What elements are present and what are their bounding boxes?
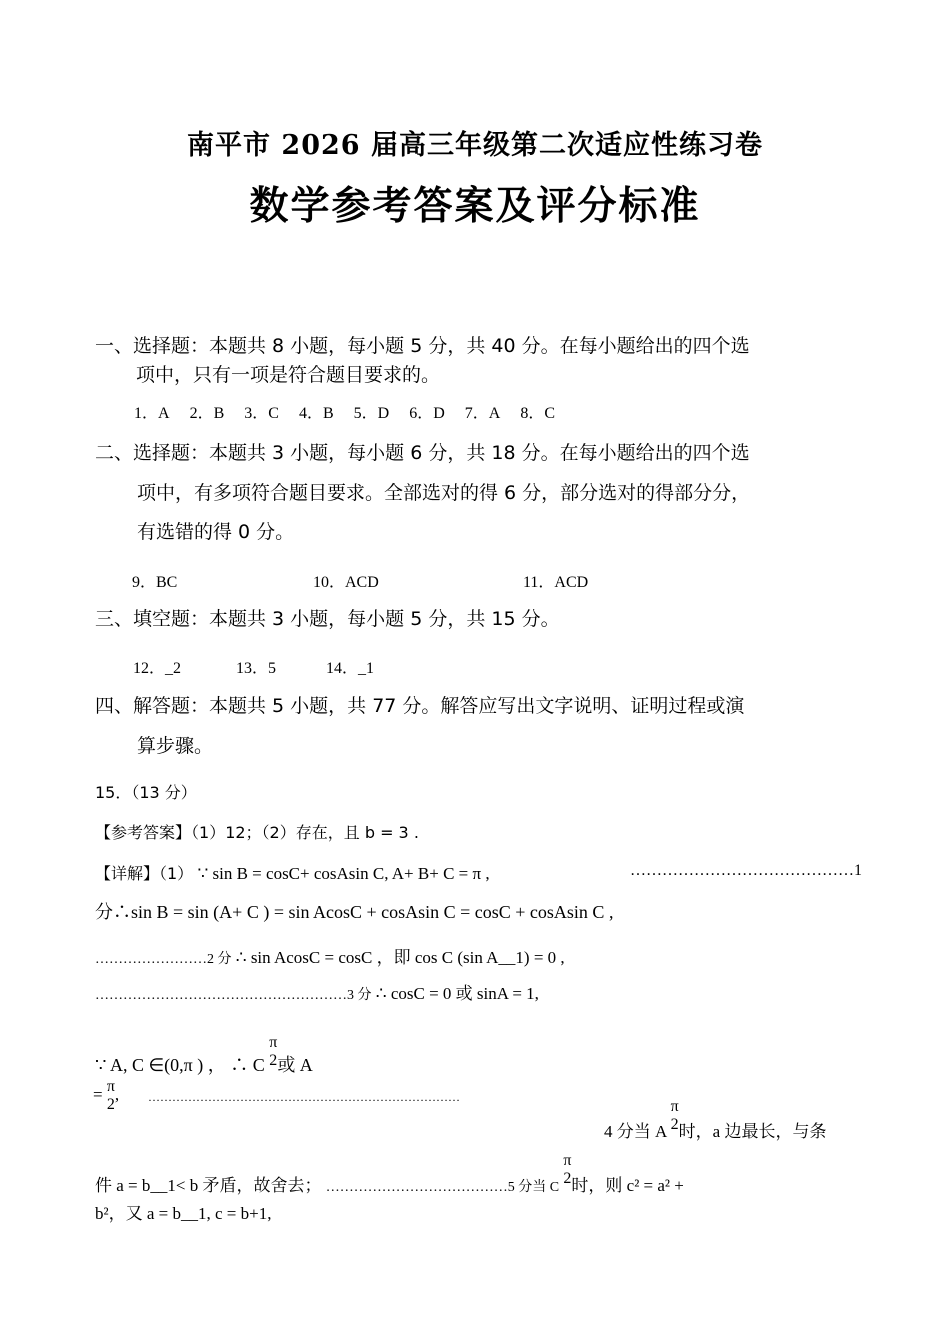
section1-answers: [134, 400, 555, 423]
section1-heading: 一、选择题：本题共 8 小题，每小题 5 分，共 40 分。在每小题给出的四个选: [95, 335, 750, 357]
answer-6: 6．D: [409, 405, 445, 422]
detail-eq5b: 或 A: [277, 1055, 313, 1075]
answer-9: 9．BC: [132, 574, 178, 591]
fraction-pi-over-2: π 2: [563, 1152, 572, 1187]
answer-key-title: 数学参考答案及评分标准: [249, 183, 701, 229]
answer-11: 11．ACD: [523, 574, 589, 591]
answer-1: 1．A: [134, 405, 170, 422]
section1-heading-cont: 项中，只有一项是符合题目要求的。: [136, 364, 441, 386]
answer-2: 2．B: [189, 405, 225, 422]
q15-detail-line6: = π 2 ,: [93, 1078, 120, 1113]
answer-3: 3．C: [244, 405, 279, 422]
exam-title: 南平市 2026 届高三年级第二次适应性练习卷: [187, 130, 763, 161]
q15-header: 15．（13 分）: [95, 783, 197, 802]
section3-heading: 三、填空题：本题共 3 小题，每小题 5 分，共 15 分。: [95, 608, 560, 630]
answer-12: 12．_2: [133, 660, 182, 677]
section2-heading-cont2: 有选错的得 0 分。: [137, 521, 295, 543]
answer-4: 4．B: [298, 405, 334, 422]
detail-eq4: ∴ cosC = 0 或 sinA = 1,: [375, 984, 539, 1003]
fraction-pi-over-2: π 2: [269, 1034, 278, 1069]
section2-heading: 二、选择题：本题共 3 小题，每小题 6 分，共 18 分。在每小题给出的四个选: [95, 442, 750, 464]
ref-answer-text: （1）12；（2）存在，且 b = 3 .: [191, 823, 419, 842]
answer-13: 13．5: [236, 660, 277, 677]
ref-answer-label: 【参考答案】: [95, 823, 192, 842]
answer-8: 8．C: [520, 405, 555, 422]
score-dots-4: ……………………………………………………………………: [148, 1090, 460, 1104]
q15-detail-line8: 件 a = b__1< b 矛盾，故舍去； …………………………………5 分当 C π 2 时，则 c² = a² +: [95, 1152, 684, 1195]
detail-eq5a: ∵ A, C ∈(0,π ) ， ∴ C: [95, 1055, 265, 1075]
section4-heading-cont: 算步骤。: [137, 735, 214, 757]
q15-detail-line7: 4 分当 A π 2 时，a 边最长，与条: [604, 1098, 827, 1141]
fraction-pi-over-2: π 2: [670, 1098, 679, 1133]
detail-label: 【详解】（1）: [95, 864, 194, 883]
detail-eq3: ∴ sin AcosC = cosC ，即 cos C (sin A__1) = 0 ,: [235, 948, 565, 967]
answer-7: 7．A: [464, 405, 501, 422]
answer-5: 5．D: [353, 405, 390, 422]
score-dots-3: ………………………………………………3 分: [95, 988, 372, 1003]
score-dots-1: ……………………………………1: [630, 862, 862, 879]
q15-detail-line5: [95, 1034, 313, 1077]
section4-heading: 四、解答题：本题共 5 小题，共 77 分。解答应写出文字说明、证明过程或演: [95, 695, 745, 717]
q15-detail-line1: [95, 861, 490, 884]
q15-detail-line9: b²，又 a = b__1, c = b+1,: [95, 1204, 272, 1223]
q15-detail-line2: 分∴sin B = sin (A+ C ) = sin AcosC + cosAsin C = cosC + cosAsin C ,: [95, 902, 614, 922]
section2-heading-cont: 项中，有多项符合题目要求。全部选对的得 6 分，部分选对的得部分分，: [137, 482, 751, 504]
q15-detail-line3: [95, 943, 565, 968]
detail-eq1: ∵ sin B = cosC+ cosAsin C, A+ B+ C = π ,: [197, 864, 490, 883]
answer-14: 14．_1: [326, 660, 375, 677]
score-dots-5: …………………………………5 分当 C: [325, 1180, 560, 1195]
q15-ref-answer: [95, 820, 419, 843]
answer-10: 10．ACD: [313, 574, 379, 591]
score-dots-2: ……………………2 分: [95, 952, 232, 967]
fraction-pi-over-2: π 2: [106, 1078, 115, 1113]
q15-detail-line4: [95, 979, 539, 1004]
